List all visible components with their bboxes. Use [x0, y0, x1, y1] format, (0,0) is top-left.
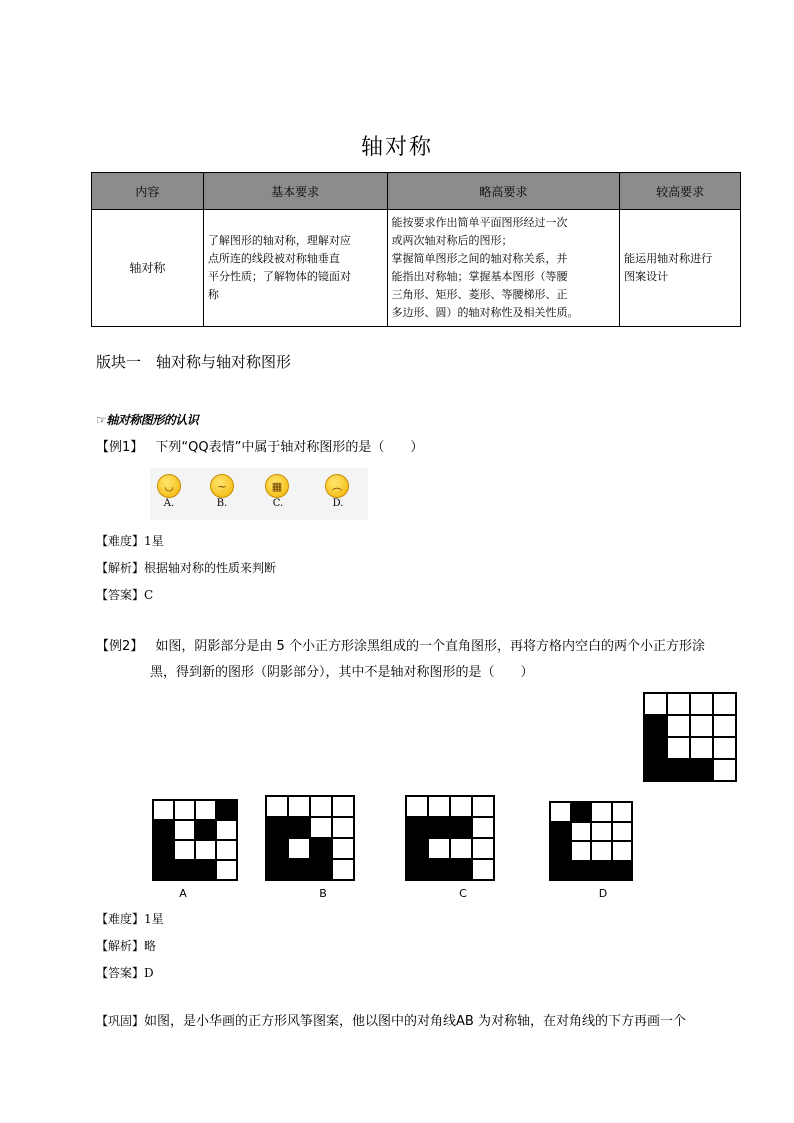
grid-cell-filled	[195, 820, 216, 840]
grid-cell	[713, 693, 736, 715]
grid-cell	[288, 838, 310, 859]
grid-cell	[216, 820, 237, 840]
cell-line: 点所连的线段被对称轴垂直	[207, 252, 340, 265]
grid-cell-filled	[644, 715, 667, 737]
grid-cell-filled	[644, 737, 667, 759]
grid-cell	[332, 859, 354, 880]
analysis: 【解析】根据轴对称的性质来判断	[96, 561, 277, 575]
grid-cell-filled	[266, 838, 288, 859]
grid-cell	[472, 838, 494, 859]
grid-cell	[195, 840, 216, 860]
cell-higher	[620, 210, 741, 327]
option-label: B	[319, 887, 327, 900]
cell-basic	[203, 210, 387, 327]
grid-cell-filled	[216, 800, 237, 820]
grid-cell	[612, 841, 633, 861]
grid-cell	[690, 737, 713, 759]
grid-cell-filled	[406, 817, 428, 838]
grid-cell	[550, 802, 571, 822]
grid-cell	[288, 796, 310, 817]
frowning-face-icon: ︵	[325, 474, 349, 498]
grid-cell-filled	[550, 841, 571, 861]
example-label: 【巩固】	[96, 1014, 145, 1028]
example-label: 【例1】	[96, 440, 144, 455]
option-label: A	[179, 887, 187, 900]
grid-cell	[310, 796, 332, 817]
grid-cell	[713, 715, 736, 737]
grid-cell	[690, 693, 713, 715]
thinking-face-icon: ~	[210, 474, 234, 498]
grid-cell	[571, 841, 592, 861]
answer: 【答案】D	[96, 966, 154, 980]
grid-cell	[332, 838, 354, 859]
grid-cell-filled	[310, 859, 332, 880]
grid-cell-filled	[591, 861, 612, 881]
option-grid-c	[405, 795, 495, 881]
header-slightly-higher: 略高要求	[387, 173, 620, 210]
cell-line: 多边形、圆）的轴对称性及相关性质。	[391, 306, 579, 319]
option-grid-a	[152, 799, 238, 881]
grid-cell	[571, 822, 592, 842]
grid-cell	[450, 838, 472, 859]
grid-cell	[406, 796, 428, 817]
example-2-question	[96, 637, 705, 657]
option-grid-b	[265, 795, 355, 881]
header-content: 内容	[92, 173, 204, 210]
cell-line: 称	[207, 288, 219, 301]
cell-line: 图案设计	[624, 270, 669, 283]
option-grid-d	[549, 801, 633, 881]
grid-cell-filled	[406, 859, 428, 880]
grid-cell-filled	[310, 838, 332, 859]
grid-cell	[713, 759, 736, 781]
grinning-face-icon: ▦	[265, 474, 289, 498]
grid-cell-filled	[174, 860, 195, 880]
grid-cell-filled	[406, 838, 428, 859]
grid-cell	[713, 737, 736, 759]
grid-cell	[667, 737, 690, 759]
answer: 【答案】C	[96, 588, 154, 602]
grid-cell	[644, 693, 667, 715]
example-label: 【例2】	[96, 639, 144, 654]
cell-line: 了解图形的轴对称，理解对应	[207, 234, 351, 247]
grid-cell	[612, 822, 633, 842]
page-title: 轴对称	[360, 135, 433, 160]
grid-cell	[216, 840, 237, 860]
question-text: 如图，是小华画的正方形风筝图案，他以图中的对角线AB 为对称轴，在对角线的下方再画一个	[144, 1014, 686, 1029]
grid-cell	[216, 860, 237, 880]
grid-cell	[195, 800, 216, 820]
grid-cell	[174, 800, 195, 820]
grid-cell-filled	[153, 820, 174, 840]
grid-cell-filled	[571, 802, 592, 822]
question-text: 如图，阴影部分是由 5 个小正方形涂黑组成的一个直角图形，再将方格内空白的两个小正方形涂	[155, 639, 705, 654]
option-label: C.	[272, 498, 284, 509]
difficulty: 【难度】1星	[96, 534, 164, 548]
grid-cell	[690, 715, 713, 737]
grid-cell	[332, 817, 354, 838]
grid-cell	[450, 796, 472, 817]
grid-cell-filled	[153, 840, 174, 860]
grid-cell-filled	[195, 860, 216, 880]
subhead: ☞轴对称图形的认识	[96, 413, 199, 427]
requirements-table	[91, 172, 741, 327]
question-text-line2: 黑，得到新的图形（阴影部分），其中不是轴对称图形的是（ ）	[150, 665, 534, 680]
grid-cell-filled	[428, 859, 450, 880]
grid-cell-filled	[612, 861, 633, 881]
grid-cell-filled	[153, 860, 174, 880]
grid-cell	[174, 820, 195, 840]
grid-cell-filled	[644, 759, 667, 781]
grid-cell	[310, 817, 332, 838]
grid-cell	[667, 693, 690, 715]
grid-cell	[472, 796, 494, 817]
section-title: 版块一 轴对称与轴对称图形	[96, 353, 292, 371]
cell-line: 掌握简单图形之间的轴对称关系，并	[391, 252, 568, 265]
grid-cell	[153, 800, 174, 820]
grid-cell-filled	[571, 861, 592, 881]
emoji-options	[150, 468, 368, 520]
grid-cell	[332, 796, 354, 817]
grid-cell-filled	[428, 817, 450, 838]
grid-cell-filled	[450, 859, 472, 880]
grid-cell	[667, 715, 690, 737]
cell-line: 三角形、矩形、菱形、等腰梯形、正	[391, 288, 568, 301]
grid-cell	[472, 817, 494, 838]
grid-cell	[472, 859, 494, 880]
cell-line: 或两次轴对称后的图形；	[391, 234, 513, 247]
grid-cell	[428, 796, 450, 817]
header-basic: 基本要求	[203, 173, 387, 210]
consolidation-question	[96, 1011, 686, 1032]
table-row	[92, 210, 741, 327]
grid-cell-filled	[690, 759, 713, 781]
option-label: B.	[216, 498, 228, 509]
grid-cell-filled	[266, 859, 288, 880]
option-label: C	[459, 887, 467, 900]
question-text: 下列“QQ表情”中属于轴对称图形的是（ ）	[155, 440, 424, 455]
grid-cell	[428, 838, 450, 859]
grid-cell	[266, 796, 288, 817]
reference-grid	[643, 692, 737, 782]
cell-line: 能指出对称轴；掌握基本图形（等腰	[391, 270, 568, 283]
grid-cell-filled	[266, 817, 288, 838]
option-label: A.	[163, 498, 175, 509]
option-label: D.	[332, 498, 344, 509]
analysis: 【解析】略	[96, 939, 157, 953]
table-header-row	[92, 173, 741, 210]
cell-line: 能运用轴对称进行	[624, 252, 713, 265]
difficulty: 【难度】1星	[96, 912, 164, 926]
grid-cell-filled	[550, 861, 571, 881]
cell-slightly-higher	[387, 210, 620, 327]
cell-line: 平分性质；了解物体的镜面对	[207, 270, 351, 283]
cell-line: 能按要求作出简单平面图形经过一次	[391, 216, 568, 229]
cell-content: 轴对称	[92, 210, 204, 327]
option-label: D	[598, 887, 608, 900]
grid-cell	[174, 840, 195, 860]
grid-cell-filled	[667, 759, 690, 781]
grid-cell-filled	[450, 817, 472, 838]
confused-face-icon: ◡	[157, 474, 181, 498]
grid-cell-filled	[550, 822, 571, 842]
grid-cell	[612, 802, 633, 822]
header-higher: 较高要求	[620, 173, 741, 210]
grid-cell	[591, 802, 612, 822]
grid-cell	[591, 841, 612, 861]
grid-cell-filled	[288, 859, 310, 880]
grid-cell-filled	[288, 817, 310, 838]
example-1-question	[96, 438, 423, 458]
grid-cell	[591, 822, 612, 842]
